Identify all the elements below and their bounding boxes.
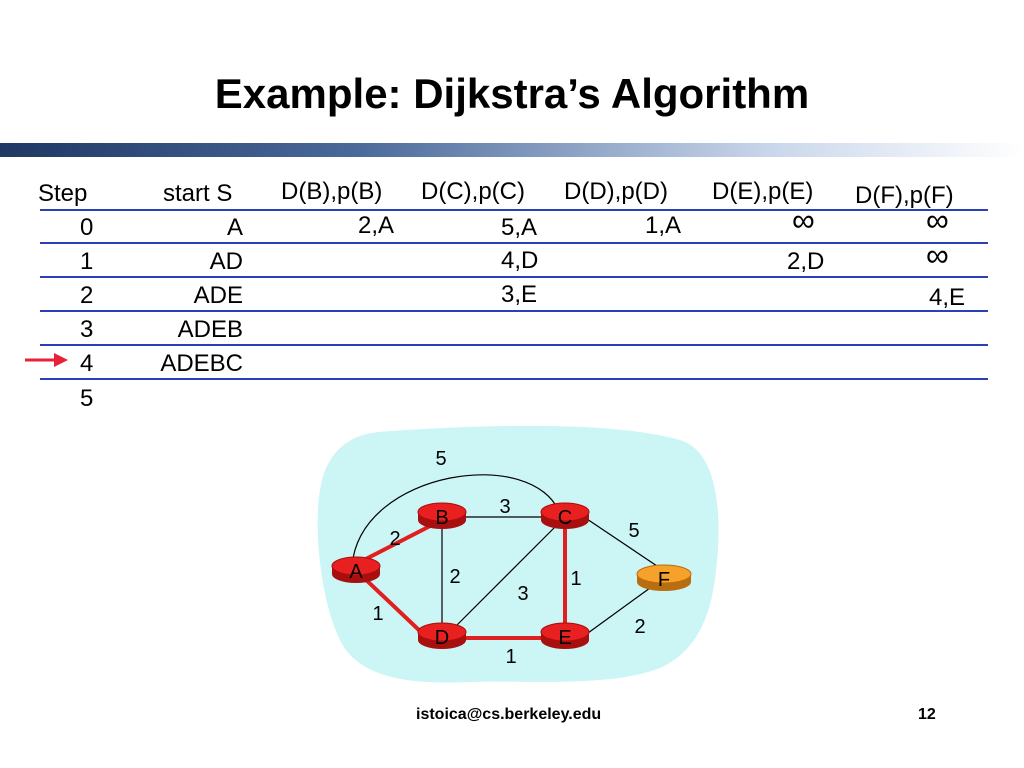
cell-d-step0: 1,A [645,212,682,239]
step-number: 5 [80,385,94,412]
visited-set: ADEBC [160,350,243,377]
router-e-label: E [558,627,572,649]
cell-c-step2: 3,E [501,281,538,308]
step-number: 2 [80,282,94,309]
page-number: 12 [918,706,936,723]
cell-c-step1: 4,D [501,247,539,274]
cell-e-step0: ∞ [792,202,815,238]
visited-set: AD [209,248,243,275]
header-d: D(D),p(D) [564,178,668,205]
weight-e-f: 2 [634,616,646,638]
header-e: D(E),p(E) [712,178,814,205]
visited-set: ADEB [177,316,243,343]
header-c: D(C),p(C) [421,178,525,205]
router-b-label: B [435,507,449,529]
slide-title: Example: Dijkstra’s Algorithm [214,70,810,117]
cell-f-step0: ∞ [926,202,949,238]
weight-c-e: 1 [570,568,582,590]
weight-a-c: 5 [435,448,447,470]
visited-set: ADE [193,282,243,309]
router-f [637,565,691,591]
visited-set: A [226,214,243,241]
header-b: D(B),p(B) [281,178,383,205]
weight-b-d: 2 [449,566,461,588]
router-d-label: D [434,627,450,649]
router-a-label: A [349,561,363,583]
cell-b-step0: 2,A [358,212,395,239]
step-number: 0 [80,214,94,241]
router-b [418,503,466,529]
header-start-set: start S [163,180,233,207]
weight-a-b: 2 [389,528,401,550]
weight-a-d: 1 [372,603,384,625]
step-number: 4 [80,350,94,377]
header-step: Step [38,180,88,207]
router-f-label: F [657,569,671,591]
cell-f-step1: ∞ [926,237,949,273]
cell-e-step1: 2,D [787,248,825,275]
cell-f-step2: 4,E [929,284,966,311]
cell-c-step0: 5,A [501,214,538,241]
header-f: D(F),p(F) [855,182,954,209]
router-c-label: C [557,507,573,529]
step-number: 3 [80,316,94,343]
weight-c-f: 5 [628,520,640,542]
weight-d-c: 3 [517,583,529,605]
step-number: 1 [80,248,94,275]
router-d [418,623,466,649]
router-a [332,557,380,583]
weight-d-e: 1 [505,646,517,668]
router-c [541,503,589,529]
footer-email: istoica@cs.berkeley.edu [416,706,602,723]
weight-b-c: 3 [499,496,511,518]
router-e [541,623,589,649]
